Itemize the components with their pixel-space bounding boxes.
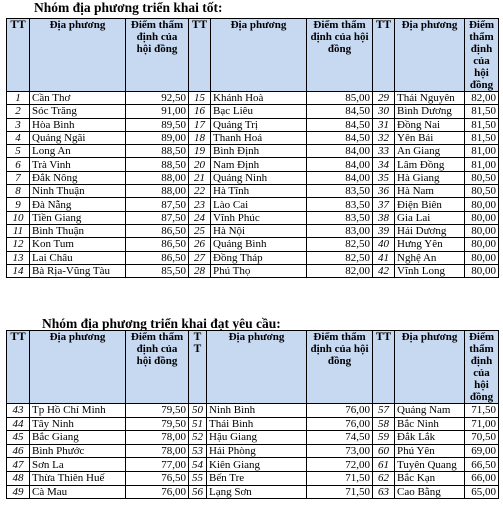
locality-name: Tuyên Quang <box>395 458 465 472</box>
row-number: 63 <box>373 485 395 499</box>
locality-name: Phú Thọ <box>211 264 307 277</box>
row-number: 52 <box>189 431 207 445</box>
row-number: 21 <box>189 171 211 184</box>
row-number: 32 <box>373 131 395 144</box>
locality-name: Thái Nguyên <box>395 92 465 105</box>
score-value: 71,50 <box>307 471 373 485</box>
locality-name: Nam Định <box>211 158 307 171</box>
score-value: 65,00 <box>465 485 499 499</box>
score-value: 80,00 <box>465 238 499 251</box>
locality-name: Hưng Yên <box>395 238 465 251</box>
score-value: 79,50 <box>126 404 189 418</box>
table-row <box>7 171 499 184</box>
score-value: 80,00 <box>465 224 499 237</box>
score-value: 76,00 <box>126 485 189 499</box>
row-number: 43 <box>7 404 30 418</box>
row-number: 24 <box>189 211 211 224</box>
locality-name: Hà Nam <box>395 185 465 198</box>
table-row <box>7 404 499 418</box>
score-value: 80,00 <box>465 211 499 224</box>
header-score: Điểm thẩm định của hội đồng <box>126 19 189 92</box>
table-row <box>7 92 499 105</box>
score-value: 84,50 <box>307 131 373 144</box>
locality-name: Cần Thơ <box>30 92 126 105</box>
table-row <box>7 158 499 171</box>
row-number: 23 <box>189 198 211 211</box>
row-number: 33 <box>373 145 395 158</box>
row-number: 48 <box>7 471 30 485</box>
score-value: 85,00 <box>307 92 373 105</box>
row-number: 19 <box>189 145 211 158</box>
locality-name: Đồng Tháp <box>211 251 307 264</box>
row-number: 26 <box>189 238 211 251</box>
score-value: 88,50 <box>126 145 189 158</box>
score-value: 76,50 <box>126 471 189 485</box>
locality-name: Thanh Hoá <box>211 131 307 144</box>
header-tt: TT <box>373 331 395 404</box>
score-value: 84,00 <box>307 145 373 158</box>
table-row <box>7 131 499 144</box>
row-number: 58 <box>373 417 395 431</box>
row-number: 6 <box>7 158 30 171</box>
locality-name: Cao Bằng <box>395 485 465 499</box>
row-number: 59 <box>373 431 395 445</box>
row-number: 34 <box>373 158 395 171</box>
row-number: 18 <box>189 131 211 144</box>
locality-name: Thái Bình <box>207 417 307 431</box>
locality-name: Điện Biên <box>395 198 465 211</box>
row-number: 56 <box>189 485 207 499</box>
row-number: 14 <box>7 264 30 277</box>
score-value: 81,50 <box>465 105 499 118</box>
score-value: 80,50 <box>465 171 499 184</box>
score-value: 83,00 <box>307 224 373 237</box>
score-value: 83,50 <box>307 185 373 198</box>
locality-name: Bến Tre <box>207 471 307 485</box>
score-value: 71,00 <box>465 417 499 431</box>
table-row <box>7 145 499 158</box>
row-number: 10 <box>7 211 30 224</box>
locality-name: Lai Châu <box>30 251 126 264</box>
table-row <box>7 211 499 224</box>
locality-name: An Giang <box>395 145 465 158</box>
locality-name: Kiên Giang <box>207 458 307 472</box>
row-number: 3 <box>7 118 30 131</box>
locality-name: Tây Ninh <box>30 417 126 431</box>
locality-name: Đà Nẵng <box>30 198 126 211</box>
header-name: Địa phương <box>30 19 126 92</box>
group2-title: Nhóm địa phương triển khai đạt yêu cầu: <box>42 316 281 331</box>
locality-name: Ninh Bình <box>207 404 307 418</box>
row-number: 41 <box>373 251 395 264</box>
score-value: 86,50 <box>126 251 189 264</box>
row-number: 54 <box>189 458 207 472</box>
row-number: 35 <box>373 171 395 184</box>
score-value: 80,00 <box>465 264 499 277</box>
score-value: 82,00 <box>307 264 373 277</box>
row-number: 40 <box>373 238 395 251</box>
score-value: 78,00 <box>126 444 189 458</box>
score-value: 66,50 <box>465 458 499 472</box>
locality-name: Quảng Trị <box>211 118 307 131</box>
score-value: 83,50 <box>307 211 373 224</box>
locality-name: Vĩnh Long <box>395 264 465 277</box>
score-value: 88,00 <box>126 171 189 184</box>
header-name: Địa phương <box>211 19 307 92</box>
locality-name: Bình Thuận <box>30 224 126 237</box>
group2-table <box>6 330 499 499</box>
header-name: Địa phương <box>395 331 465 404</box>
locality-name: Cà Mau <box>30 485 126 499</box>
row-number: 45 <box>7 431 30 445</box>
locality-name: Phú Yên <box>395 444 465 458</box>
row-number: 30 <box>373 105 395 118</box>
table-row <box>7 251 499 264</box>
locality-name: Vĩnh Phúc <box>211 211 307 224</box>
header-tt: TT <box>7 331 30 404</box>
table-row <box>7 417 499 431</box>
row-number: 36 <box>373 185 395 198</box>
row-number: 20 <box>189 158 211 171</box>
score-value: 77,00 <box>126 458 189 472</box>
locality-name: Bà Rịa-Vũng Tàu <box>30 264 126 277</box>
row-number: 15 <box>189 92 211 105</box>
locality-name: Lào Cai <box>211 198 307 211</box>
header-score: Điểm thẩm định của hội đồng <box>126 331 189 404</box>
row-number: 27 <box>189 251 211 264</box>
score-value: 78,00 <box>126 431 189 445</box>
row-number: 44 <box>7 417 30 431</box>
locality-name: Bắc Giang <box>30 431 126 445</box>
table-row <box>7 224 499 237</box>
score-value: 82,50 <box>307 238 373 251</box>
locality-name: Tp Hồ Chí Minh <box>30 404 126 418</box>
score-value: 82,50 <box>307 251 373 264</box>
locality-name: Quảng Ngãi <box>30 131 126 144</box>
row-number: 2 <box>7 105 30 118</box>
score-value: 76,00 <box>307 417 373 431</box>
row-number: 28 <box>189 264 211 277</box>
score-value: 86,50 <box>126 224 189 237</box>
header-name: Địa phương <box>30 331 126 404</box>
table-row <box>7 118 499 131</box>
row-number: 8 <box>7 185 30 198</box>
locality-name: Bắc Ninh <box>395 417 465 431</box>
locality-name: Bình Dương <box>395 105 465 118</box>
row-number: 22 <box>189 185 211 198</box>
locality-name: Yên Bái <box>395 131 465 144</box>
row-number: 11 <box>7 224 30 237</box>
score-value: 73,00 <box>307 444 373 458</box>
table-row <box>7 185 499 198</box>
locality-name: Hà Nội <box>211 224 307 237</box>
score-value: 80,50 <box>465 185 499 198</box>
row-number: 46 <box>7 444 30 458</box>
row-number: 55 <box>189 471 207 485</box>
header-tt: TT <box>373 19 395 92</box>
row-number: 39 <box>373 224 395 237</box>
row-number: 47 <box>7 458 30 472</box>
locality-name: Hà Tĩnh <box>211 185 307 198</box>
row-number: 13 <box>7 251 30 264</box>
locality-name: Khánh Hoà <box>211 92 307 105</box>
row-number: 61 <box>373 458 395 472</box>
header-name: Địa phương <box>395 19 465 92</box>
score-value: 71,50 <box>465 404 499 418</box>
row-number: 9 <box>7 198 30 211</box>
row-number: 38 <box>373 211 395 224</box>
table-row <box>7 105 499 118</box>
score-value: 86,50 <box>126 238 189 251</box>
score-value: 87,50 <box>126 198 189 211</box>
score-value: 91,00 <box>126 105 189 118</box>
row-number: 25 <box>189 224 211 237</box>
score-value: 79,50 <box>126 417 189 431</box>
group2-header-row <box>7 331 499 404</box>
score-value: 92,50 <box>126 92 189 105</box>
score-value: 81,50 <box>465 118 499 131</box>
table-row <box>7 458 499 472</box>
locality-name: Sơn La <box>30 458 126 472</box>
locality-name: Quảng Ninh <box>211 171 307 184</box>
score-value: 69,00 <box>465 444 499 458</box>
header-tt: TT <box>7 19 30 92</box>
locality-name: Sóc Trăng <box>30 105 126 118</box>
locality-name: Long An <box>30 145 126 158</box>
row-number: 4 <box>7 131 30 144</box>
row-number: 60 <box>373 444 395 458</box>
locality-name: Kon Tum <box>30 238 126 251</box>
locality-name: Gia Lai <box>395 211 465 224</box>
header-score: Điểm thẩm định của hội đồng <box>307 19 373 92</box>
score-value: 76,00 <box>307 404 373 418</box>
locality-name: Trà Vinh <box>30 158 126 171</box>
score-value: 84,50 <box>307 105 373 118</box>
locality-name: Đắk Lắk <box>395 431 465 445</box>
header-score: Điểm thẩm định của hội đồng <box>465 331 499 404</box>
score-value: 89,00 <box>126 131 189 144</box>
row-number: 29 <box>373 92 395 105</box>
locality-name: Bình Định <box>211 145 307 158</box>
header-score: Điểm thẩm định của hội đồng <box>465 19 499 92</box>
locality-name: Quảng Nam <box>395 404 465 418</box>
table-row <box>7 198 499 211</box>
locality-name: Hải Dương <box>395 224 465 237</box>
score-value: 88,00 <box>126 185 189 198</box>
score-value: 85,50 <box>126 264 189 277</box>
row-number: 57 <box>373 404 395 418</box>
row-number: 62 <box>373 471 395 485</box>
table-row <box>7 431 499 445</box>
locality-name: Hải Phòng <box>207 444 307 458</box>
locality-name: Quảng Bình <box>211 238 307 251</box>
row-number: 5 <box>7 145 30 158</box>
score-value: 81,50 <box>465 131 499 144</box>
locality-name: Bình Phước <box>30 444 126 458</box>
table-row <box>7 264 499 277</box>
row-number: 49 <box>7 485 30 499</box>
score-value: 81,00 <box>465 145 499 158</box>
score-value: 82,00 <box>465 92 499 105</box>
score-value: 81,00 <box>465 158 499 171</box>
locality-name: Bắc Kạn <box>395 471 465 485</box>
score-value: 88,50 <box>126 158 189 171</box>
group1-header-row <box>7 19 499 92</box>
locality-name: Nghệ An <box>395 251 465 264</box>
score-value: 71,50 <box>307 485 373 499</box>
locality-name: Hòa Bình <box>30 118 126 131</box>
locality-name: Đắk Nông <box>30 171 126 184</box>
score-value: 70,50 <box>465 431 499 445</box>
locality-name: Ninh Thuận <box>30 185 126 198</box>
row-number: 42 <box>373 264 395 277</box>
locality-name: Đồng Nai <box>395 118 465 131</box>
row-number: 16 <box>189 105 211 118</box>
header-name: Địa phương <box>207 331 307 404</box>
table-row <box>7 238 499 251</box>
score-value: 87,50 <box>126 211 189 224</box>
row-number: 17 <box>189 118 211 131</box>
table-row <box>7 444 499 458</box>
score-value: 84,50 <box>307 118 373 131</box>
locality-name: Tiền Giang <box>30 211 126 224</box>
row-number: 1 <box>7 92 30 105</box>
score-value: 80,00 <box>465 251 499 264</box>
locality-name: Lâm Đồng <box>395 158 465 171</box>
row-number: 7 <box>7 171 30 184</box>
row-number: 51 <box>189 417 207 431</box>
score-value: 84,00 <box>307 171 373 184</box>
row-number: 37 <box>373 198 395 211</box>
score-value: 72,00 <box>307 458 373 472</box>
score-value: 89,50 <box>126 118 189 131</box>
score-value: 83,50 <box>307 198 373 211</box>
score-value: 66,00 <box>465 471 499 485</box>
header-score: Điểm thẩm định của hội đồng <box>307 331 373 404</box>
score-value: 80,00 <box>465 198 499 211</box>
table-row <box>7 471 499 485</box>
group1-title: Nhóm địa phương triển khai tốt: <box>34 0 223 15</box>
header-tt: T T <box>189 331 207 404</box>
header-tt: TT <box>189 19 211 92</box>
group1-table <box>6 18 499 278</box>
locality-name: Bạc Liêu <box>211 105 307 118</box>
row-number: 12 <box>7 238 30 251</box>
locality-name: Hà Giang <box>395 171 465 184</box>
score-value: 74,50 <box>307 431 373 445</box>
row-number: 50 <box>189 404 207 418</box>
locality-name: Hậu Giang <box>207 431 307 445</box>
row-number: 31 <box>373 118 395 131</box>
score-value: 84,00 <box>307 158 373 171</box>
table-row <box>7 485 499 499</box>
locality-name: Lạng Sơn <box>207 485 307 499</box>
row-number: 53 <box>189 444 207 458</box>
locality-name: Thừa Thiên Huế <box>30 471 126 485</box>
